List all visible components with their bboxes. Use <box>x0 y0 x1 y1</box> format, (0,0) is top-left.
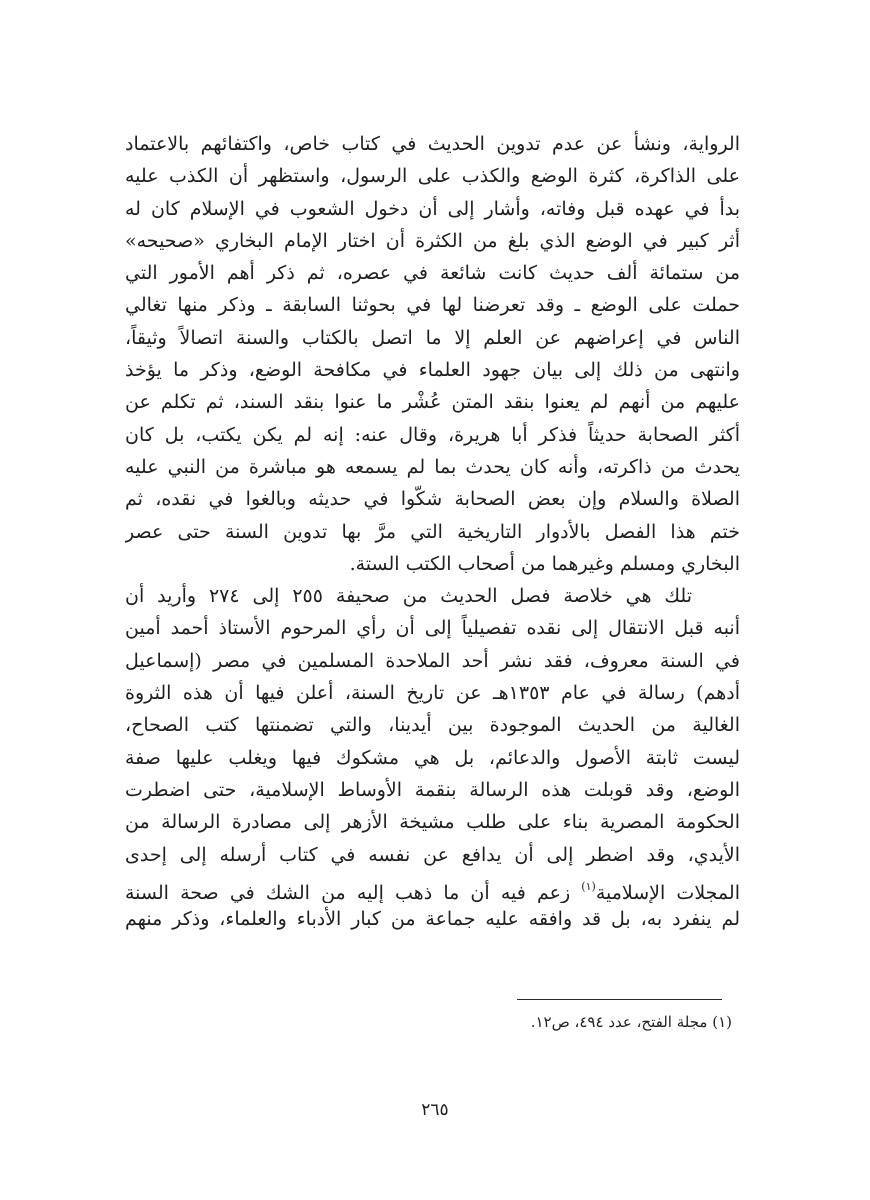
text-line: ختم هذا الفصل بالأدوار التاريخية التي مرَّ بها تدوين السنة حتى عصر <box>125 520 740 543</box>
text-line: الناس في إعراضهم عن العلم إلا ما اتصل بالكتاب والسنة اتصالاً وثيقاً، <box>125 326 740 349</box>
text-line: عليهم من أنهم لم يعنوا بنقد المتن عُشْر ما عنوا بنقد السند، ثم تكلم عن <box>125 391 740 414</box>
text-line: يحدث من ذاكرته، وأنه كان يحدث بما لم يسمعه هو مباشرة من النبي عليه <box>125 455 740 478</box>
text-line: من ستمائة ألف حديث كانت شائعة في عصره، ثم ذكر أهم الأمور التي <box>125 262 740 285</box>
text-line: في السنة معروف، فقد نشر أحد الملاحدة المسلمين في مصر (إسماعيل <box>125 649 740 672</box>
footnote: (١) مجلة الفتح، عدد ٤٩٤، ص١٢. <box>530 1013 732 1031</box>
footnote-ref-line <box>125 871 740 903</box>
text-line: الغالية من الحديث الموجودة بين أيدينا، والتي تضمنتها كتب الصحاح، <box>125 714 740 737</box>
text-line: الرواية، ونشأ عن عدم تدوين الحديث في كتاب خاص، واكتفائهم بالاعتماد <box>125 133 740 155</box>
text-line: الصلاة والسلام وإن بعض الصحابة شكّوا في حديثه وبالغوا في نقده، ثم <box>125 488 740 511</box>
footnote-marker: (١) <box>581 879 596 893</box>
text-line: الأيدي، وقد اضطر إلى أن يدافع عن نفسه في كتاب أرسله إلى إحدى <box>125 843 740 866</box>
text-line: لم ينفرد به، بل قد وافقه عليه جماعة من كبار الأدباء والعلماء، وذكر منهم <box>125 908 740 931</box>
body-text <box>125 128 740 935</box>
text-line: بدأ في عهده قبل وفاته، وأشار إلى أن دخول الشعوب في الإسلام كان له <box>125 197 740 220</box>
text-line: وانتهى من ذلك إلى بيان جهود العلماء في مكافحة الوضع، وذكر ما يؤخذ <box>125 359 740 382</box>
text-line: أثر كبير في الوضع الذي بلغ من الكثرة أن اختار الإمام البخاري «صحيحه» <box>125 229 740 252</box>
paragraph-start-line: تلك هي خلاصة فصل الحديث من صحيفة ٢٥٥ إلى ٢٧٤ وأريد أن <box>125 585 693 608</box>
paragraph-end-line: البخاري ومسلم وغيرهما من أصحاب الكتب الستة. <box>349 552 740 575</box>
text-line: ليست ثابتة الأصول والدعائم، بل هي مشكوك فيها ويغلب عليها صفة <box>125 746 740 769</box>
text-line: أدهم) رسالة في عام ١٣٥٣هـ عن تاريخ السنة، أعلن فيها أن هذه الثروة <box>125 682 740 705</box>
text-line: أكثر الصحابة حديثاً فذكر أبا هريرة، وقال عنه: إنه لم يكن يكتب، بل كان <box>125 423 740 446</box>
text-line: الحكومة المصرية بناء على طلب مشيخة الأزهر إلى مصادرة الرسالة من <box>125 811 740 834</box>
text-line: حملت على الوضع ـ وقد تعرضنا لها في بحوثنا السابقة ـ وذكر منها تغالي <box>125 294 740 317</box>
text-line: الوضع، وقد قوبلت هذه الرسالة بنقمة الأوساط الإسلامية، حتى اضطرت <box>125 778 740 801</box>
footnote-ref-rest: زعم فيه أن ما ذهب إليه من الشك في صحة السنة <box>125 881 571 904</box>
text-line: على الذاكرة، كثرة الوضع والكذب على الرسول، واستظهر أن الكذب عليه <box>125 165 740 188</box>
page-number: ٢٦٥ <box>421 1100 449 1120</box>
footnote-ref-lead: المجلات الإسلامية <box>595 881 740 904</box>
footnote-divider <box>517 999 722 1000</box>
text-line: أنبه قبل الانتقال إلى نقده تفصيلياً إلى أن رأي المرحوم الأستاذ أحمد أمين <box>125 617 740 640</box>
